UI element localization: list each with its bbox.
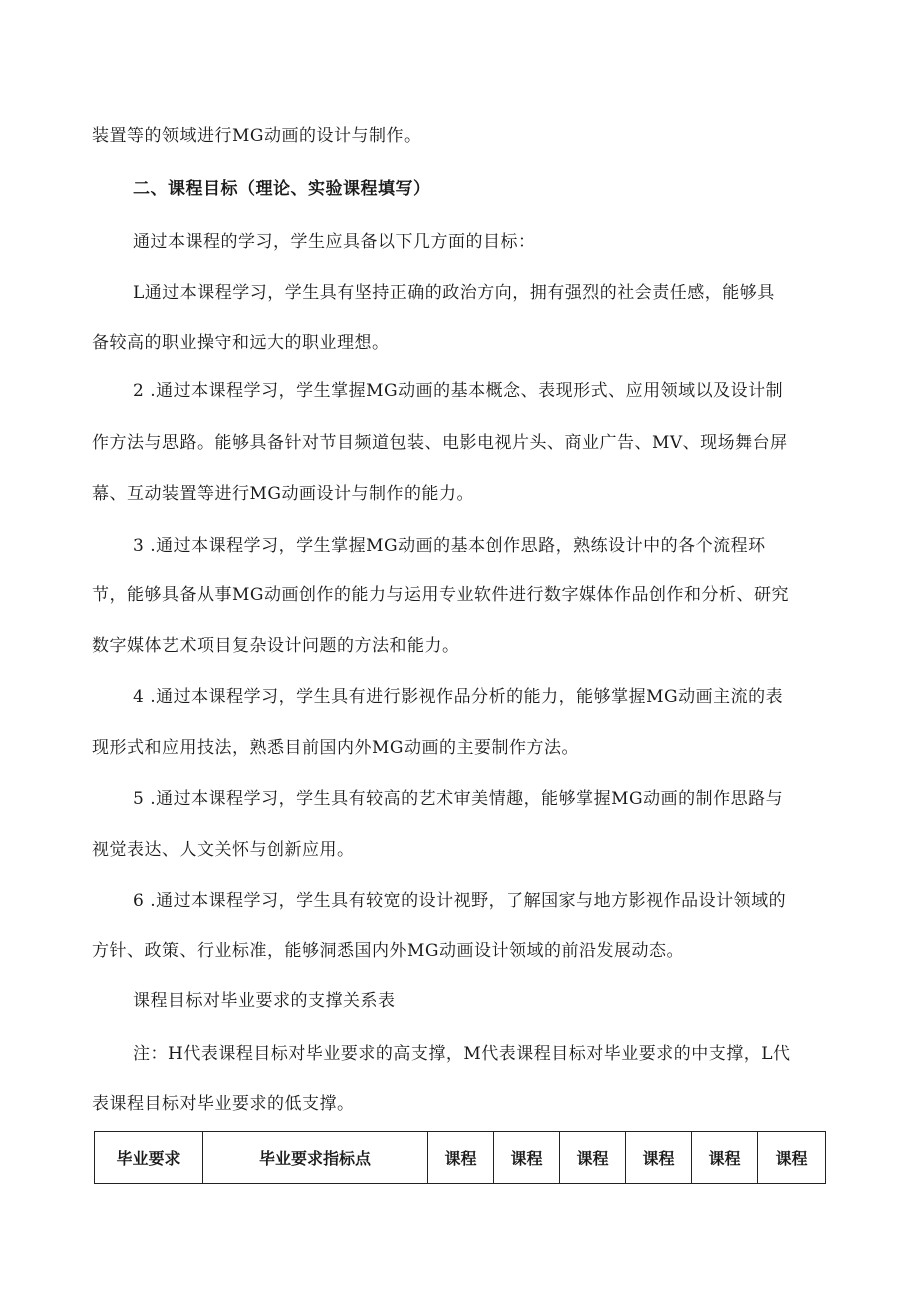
table-header-row [95, 1132, 826, 1184]
paragraph-line: 备较高的职业操守和远大的职业理想。 [92, 333, 390, 353]
paragraph-line: 数字媒体艺术项目复杂设计问题的方法和能力。 [92, 636, 460, 656]
header-course: 课程 [428, 1132, 494, 1184]
header-graduation-requirement: 毕业要求 [95, 1132, 203, 1184]
header-course: 课程 [692, 1132, 758, 1184]
paragraph-line: L通过本课程学习，学生具有坚持正确的政治方向，拥有强烈的社会责任感，能够具 [133, 283, 775, 303]
table-caption: 课程目标对毕业要求的支撑关系表 [133, 991, 396, 1011]
paragraph-line: 装置等的领域进行MG动画的设计与制作。 [92, 126, 422, 146]
paragraph-line: 方针、政策、行业标准，能够洞悉国内外MG动画设计领域的前沿发展动态。 [92, 941, 684, 961]
note-line: 注：H代表课程目标对毕业要求的高支撑，M代表课程目标对毕业要求的中支撑，L代 [133, 1044, 791, 1064]
paragraph-line: 作方法与思路。能够具备针对节目频道包装、电影电视片头、商业广告、MV、现场舞台屏 [92, 433, 788, 453]
section-heading: 二、课程目标（理论、实验课程填写） [133, 179, 431, 199]
header-course: 课程 [758, 1132, 826, 1184]
note-line: 表课程目标对毕业要求的低支撑。 [92, 1094, 355, 1114]
paragraph-line: 幕、互动装置等进行MG动画设计与制作的能力。 [92, 484, 474, 504]
paragraph-line: 2 .通过本课程学习，学生掌握MG动画的基本概念、表现形式、应用领域以及设计制 [133, 381, 784, 401]
header-indicator-point: 毕业要求指标点 [203, 1132, 428, 1184]
header-course: 课程 [560, 1132, 626, 1184]
paragraph-line: 3 .通过本课程学习，学生掌握MG动画的基本创作思路，熟练设计中的各个流程环 [133, 536, 766, 556]
header-course: 课程 [626, 1132, 692, 1184]
paragraph-line: 节，能够具备从事MG动画创作的能力与运用专业软件进行数字媒体作品创作和分析、研究 [92, 585, 789, 605]
paragraph-line: 通过本课程的学习，学生应具备以下几方面的目标： [133, 232, 536, 252]
paragraph-line: 视觉表达、人文关怀与创新应用。 [92, 840, 355, 860]
requirements-table [94, 1131, 826, 1184]
header-course: 课程 [494, 1132, 560, 1184]
paragraph-line: 6 .通过本课程学习，学生具有较宽的设计视野，了解国家与地方影视作品设计领域的 [133, 891, 787, 911]
paragraph-line: 现形式和应用技法，熟悉目前国内外MG动画的主要制作方法。 [92, 738, 579, 758]
paragraph-line: 5 .通过本课程学习，学生具有较高的艺术审美情趣，能够掌握MG动画的制作思路与 [133, 789, 784, 809]
paragraph-line: 4 .通过本课程学习，学生具有进行影视作品分析的能力，能够掌握MG动画主流的表 [133, 687, 784, 707]
